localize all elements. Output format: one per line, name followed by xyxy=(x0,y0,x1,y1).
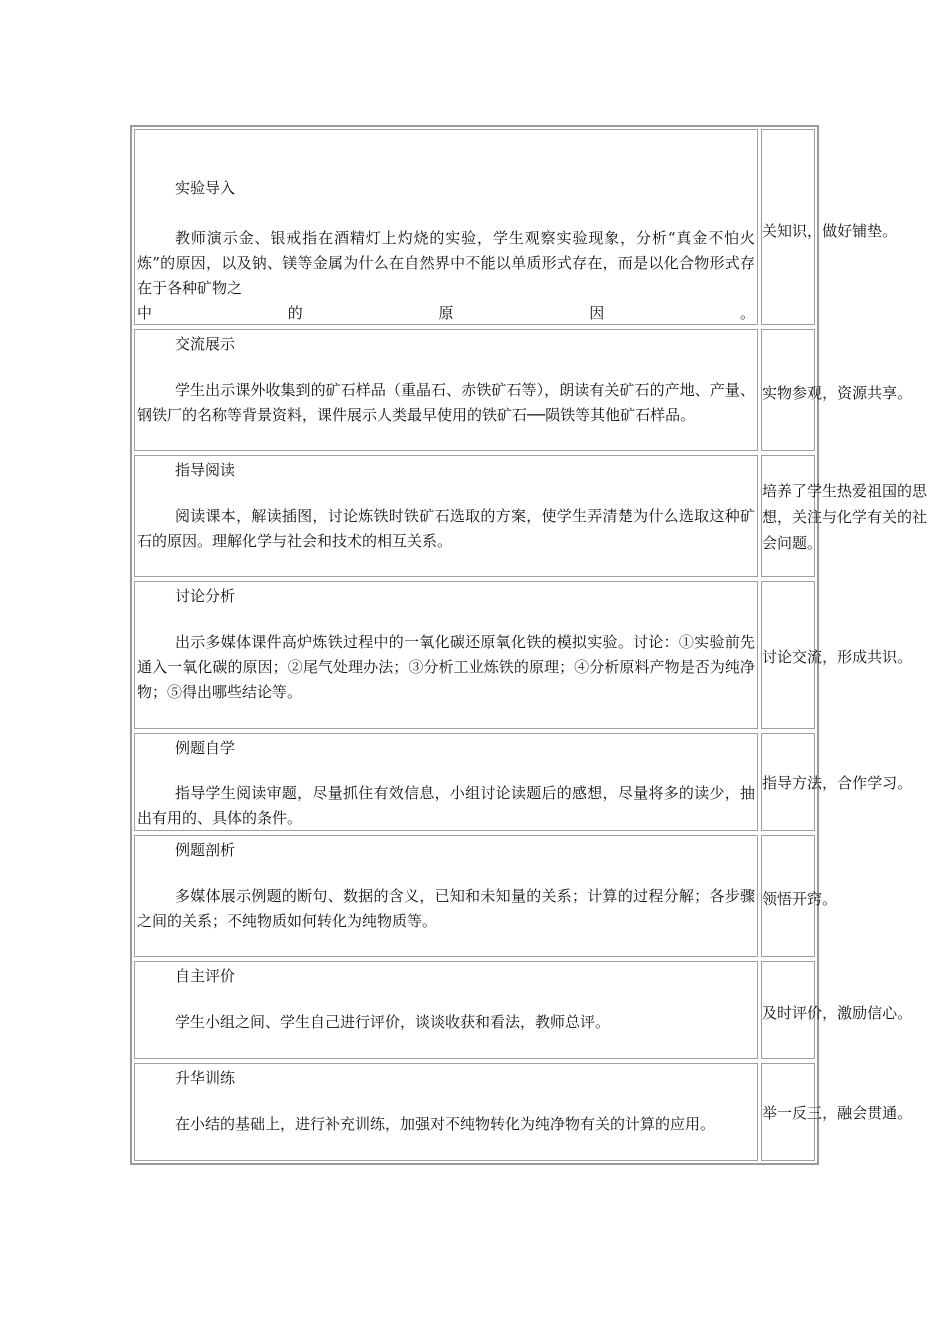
note-char: 题 xyxy=(792,534,808,552)
note-char: 。 xyxy=(897,648,913,666)
note-line: 培养了学生热爱祖国的思 xyxy=(762,482,928,500)
note-char: 。 xyxy=(897,1104,913,1122)
note-char: 关 xyxy=(762,222,778,240)
note-char: 会 xyxy=(852,1104,868,1122)
note-char: 共 xyxy=(867,384,883,402)
note-char: 论 xyxy=(777,648,793,666)
note-char: 知 xyxy=(777,222,793,240)
note-char: 合 xyxy=(837,774,853,792)
note-char: 通 xyxy=(882,1104,898,1122)
note-char: ， xyxy=(822,1004,838,1022)
activity-heading: 实验导入 xyxy=(175,179,236,197)
note-char: 时 xyxy=(777,1004,793,1022)
note-char: 价 xyxy=(807,1004,823,1022)
note-char: 贯 xyxy=(867,1104,883,1122)
note-char: 方 xyxy=(792,774,808,792)
note-char: 举 xyxy=(762,1104,778,1122)
table-row xyxy=(132,127,898,327)
intent-cell xyxy=(761,455,928,577)
note-char: 铺 xyxy=(852,222,868,240)
note-char: ， xyxy=(822,384,838,402)
intent-note xyxy=(762,886,838,912)
tail-char: 。 xyxy=(739,304,755,322)
note-char: 交 xyxy=(792,648,808,666)
note-char: 信 xyxy=(867,1004,883,1022)
note-char: 融 xyxy=(837,1104,853,1122)
note-line: 想，关注与化学有关的社 xyxy=(762,508,928,526)
note-char: 及 xyxy=(762,1004,778,1022)
activity-description-tail xyxy=(137,301,755,326)
note-char: 学 xyxy=(867,774,883,792)
note-char: 。 xyxy=(807,534,823,552)
lesson-table xyxy=(130,125,928,1165)
activity-cell xyxy=(134,733,758,831)
note-char: 。 xyxy=(897,384,913,402)
note-char: 会 xyxy=(762,534,778,552)
table-row xyxy=(132,1061,913,1163)
activity-cell xyxy=(134,961,758,1059)
intent-note xyxy=(762,770,913,796)
intent-note xyxy=(762,1100,913,1126)
note-char: 。 xyxy=(897,1004,913,1022)
note-char: 形 xyxy=(837,648,853,666)
note-char: 一 xyxy=(777,1104,793,1122)
tail-char: 原 xyxy=(438,304,454,322)
activity-heading: 例题自学 xyxy=(175,739,236,757)
activity-description: 指导学生阅读审题，尽量抓住有效信息，小组讨论读题后的感想，尽量将多的读少，抽出有用的、具体的条件。 xyxy=(137,784,755,827)
note-char: 窍 xyxy=(807,890,823,908)
note-char: 做 xyxy=(822,222,838,240)
note-char: 讨 xyxy=(762,648,778,666)
note-char: 反 xyxy=(792,1104,808,1122)
activity-cell xyxy=(134,455,758,577)
intent-note xyxy=(762,478,928,556)
activity-description: 学生小组之间、学生自己进行评价，谈谈收获和看法，教师总评。 xyxy=(175,1013,611,1031)
note-char: 法 xyxy=(807,774,823,792)
note-char: 励 xyxy=(852,1004,868,1022)
activity-description-text: 教师演示金、银戒指在酒精灯上灼烧的实验，学生观察实验现象，分析“真金不怕火炼”的原因，以及钠、镁等金属为什么在自然界中不能以单质形式存在，而是以化合物形式存在于各种矿物之 xyxy=(137,229,755,297)
table-row xyxy=(132,579,913,731)
intent-note xyxy=(762,644,913,670)
intent-cell xyxy=(761,1063,913,1161)
activity-heading: 指导阅读 xyxy=(175,461,236,479)
note-char: 问 xyxy=(777,534,793,552)
activity-description: 阅读课本，解读插图，讨论炼铁时铁矿石选取的方案，使学生弄清楚为什么选取这种矿石的原因。理解化学与社会和技术的相互关系。 xyxy=(137,507,755,550)
activity-heading: 讨论分析 xyxy=(175,587,236,605)
note-char: 流 xyxy=(807,648,823,666)
note-char: 三 xyxy=(807,1104,823,1122)
table-row xyxy=(132,959,913,1061)
activity-cell xyxy=(134,581,758,729)
intent-note xyxy=(762,218,898,244)
intent-cell xyxy=(761,961,913,1059)
activity-description xyxy=(137,226,755,326)
activity-cell xyxy=(134,1063,758,1161)
note-char: 。 xyxy=(882,222,898,240)
note-char: 观 xyxy=(807,384,823,402)
intent-cell xyxy=(761,581,913,729)
note-char: 源 xyxy=(852,384,868,402)
note-char: 开 xyxy=(792,890,808,908)
activity-cell xyxy=(134,129,758,325)
note-char: 评 xyxy=(792,1004,808,1022)
note-char: ， xyxy=(822,1104,838,1122)
table-row xyxy=(132,833,838,959)
table-row xyxy=(132,453,928,579)
note-char: 物 xyxy=(777,384,793,402)
note-char: 识 xyxy=(792,222,808,240)
tail-char: 的 xyxy=(287,304,303,322)
activity-heading: 升华训练 xyxy=(175,1069,236,1087)
note-char: 心 xyxy=(882,1004,898,1022)
activity-heading: 例题剖析 xyxy=(175,841,236,859)
note-char: 垫 xyxy=(867,222,883,240)
note-char: 悟 xyxy=(777,890,793,908)
note-char: 指 xyxy=(762,774,778,792)
activity-description: 出示多媒体课件高炉炼铁过程中的一氧化碳还原氧化铁的模拟实验。讨论：①实验前先通入一氧化碳的原因；②尾气处理办法；③分析工业炼铁的原理；④分析原料产物是否为纯净物；⑤得出哪些结论等。 xyxy=(137,633,755,701)
note-char: 参 xyxy=(792,384,808,402)
note-char: 实 xyxy=(762,384,778,402)
note-char: ， xyxy=(822,648,838,666)
intent-note xyxy=(762,1000,913,1026)
note-char: ， xyxy=(822,774,838,792)
note-char: 习 xyxy=(882,774,898,792)
activity-cell xyxy=(134,329,758,451)
intent-note xyxy=(762,380,913,406)
note-char: 共 xyxy=(867,648,883,666)
tail-char: 中 xyxy=(137,304,153,322)
note-char: 识 xyxy=(882,648,898,666)
activity-description: 学生出示课外收集到的矿石样品（重晶石、赤铁矿石等），朗读有关矿石的产地、产量、钢铁厂的名称等背景资料，课件展示人类最早使用的铁矿石──陨铁等其他矿石样品。 xyxy=(137,381,755,424)
note-char: 成 xyxy=(852,648,868,666)
activity-heading: 自主评价 xyxy=(175,967,236,985)
table-row xyxy=(132,731,913,833)
note-char: 激 xyxy=(837,1004,853,1022)
note-char: 。 xyxy=(897,774,913,792)
intent-cell xyxy=(761,129,898,325)
note-char: 享 xyxy=(882,384,898,402)
tail-char: 因 xyxy=(589,304,605,322)
note-char: 作 xyxy=(852,774,868,792)
note-char: ， xyxy=(807,222,823,240)
intent-cell xyxy=(761,329,913,451)
intent-cell xyxy=(761,835,838,957)
note-char: 领 xyxy=(762,890,778,908)
table-row xyxy=(132,327,913,453)
note-char: 资 xyxy=(837,384,853,402)
activity-heading: 交流展示 xyxy=(175,335,236,353)
note-char: 导 xyxy=(777,774,793,792)
activity-cell xyxy=(134,835,758,957)
note-char: 。 xyxy=(822,890,838,908)
activity-description: 多媒体展示例题的断句、数据的含义，已知和未知量的关系；计算的过程分解；各步骤之间的关系；不纯物质如何转化为纯物质等。 xyxy=(137,887,755,930)
activity-description: 在小结的基础上，进行补充训练，加强对不纯物转化为纯净物有关的计算的应用。 xyxy=(175,1115,716,1133)
note-char: 好 xyxy=(837,222,853,240)
intent-cell xyxy=(761,733,913,831)
